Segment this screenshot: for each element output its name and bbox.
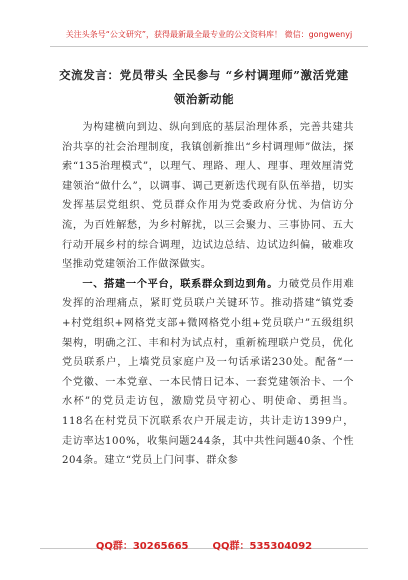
section-heading: 一、搭建一个平台，联系群众到边到角。: [82, 277, 279, 290]
header-promo-text: 关注头条号“公文研究”，获得最新最全最专业的公文资料库！ 微信：gongwenyj: [65, 29, 353, 39]
paragraph-text: 力破党员作用难发挥的治理痛点，紧盯党员联户关键环节。推动搭建“镇党委+村党组织+网格党支部+微网格党小组+党员联户”五级组织架构，明确之江、丰和村为试点村，重新梳理联户党员，优化党员联系户，上墙党员家庭户及一句话承诺230处。配备“一个党徽、一本党章、一本民情日记本、一套党建领治卡、一个水杯”的党员走访包，激励党员守初心、明使命、勇担当。118名在村党员下沉联系农户开展走访，共计走访1399户，走访率达100%，收集问题244条，其中共性问题40条、个性204条。建立“党员上门问事、群众参: [62, 278, 355, 467]
document-title-line-2: 领治新动能: [173, 92, 235, 106]
footer-qq-group-2: QQ群：535304092: [212, 541, 313, 552]
paragraph-section-one: [62, 275, 354, 471]
document-title-line-1: 交流发言：党员带头 全民参与 “乡村调理师”激活党建: [59, 68, 349, 82]
paragraph-intro: [62, 118, 354, 275]
footer-qq-group-1: QQ群：30265665: [95, 541, 189, 552]
page-footer: [0, 537, 408, 552]
page-header: [50, 22, 368, 47]
document-body: [62, 118, 354, 471]
paragraph-text: 为构建横向到边、纵向到底的基层治理体系，完善共建共治共享的社会治理制度，我镇创新推出“乡村调理师”做法，探索“135治理模式”，以理气、理路、理人、理事、理效厘清党建领治“做什么”，以调事、调己更新迭代现有队伍举措，切实发挥基层党组织、党员群众作用为党委政府分忧、为信访分流，为百姓解愁，为乡村解扰，以三会聚力、三事协同、五大行动开展乡村的综合调理，边试边总结、边试边纠偏，破难攻坚推动党建领治工作做深做实。: [62, 122, 354, 271]
